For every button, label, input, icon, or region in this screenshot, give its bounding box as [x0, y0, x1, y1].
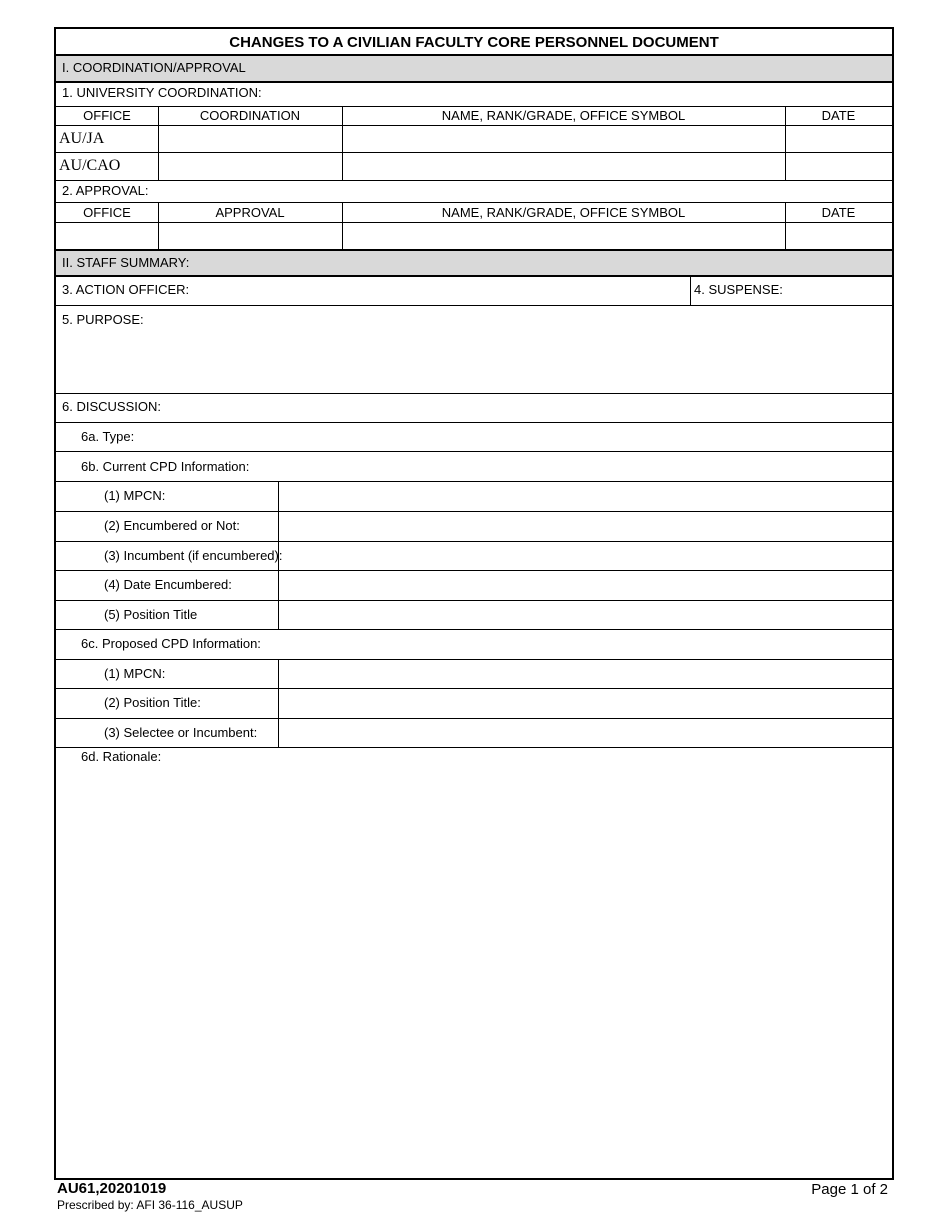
- coord-header-office: OFFICE: [83, 108, 131, 123]
- proposed-position-title-field[interactable]: [280, 689, 892, 718]
- current-position-title-label: (5) Position Title: [104, 607, 198, 622]
- purpose-label: 5. PURPOSE:: [62, 312, 144, 327]
- coord-office-aucao: AU/CAO: [59, 157, 121, 174]
- divider: [56, 305, 892, 306]
- current-incumbent-label: (3) Incumbent (if encumbered):: [104, 548, 283, 563]
- coord-field-date-2[interactable]: [785, 153, 892, 180]
- divider: [342, 106, 343, 180]
- coord-header-coordination: COORDINATION: [199, 108, 301, 123]
- purpose-field[interactable]: [62, 331, 888, 391]
- coord-field-name-2[interactable]: [342, 153, 785, 180]
- discussion-label: 6. DISCUSSION:: [62, 399, 161, 414]
- type-field[interactable]: [146, 424, 888, 450]
- proposed-selectee-label: (3) Selectee or Incumbent:: [104, 725, 258, 740]
- suspense-field[interactable]: [786, 277, 890, 304]
- proposed-mpcn-label: (1) MPCN:: [104, 666, 166, 681]
- divider: [785, 106, 786, 180]
- form-title: CHANGES TO A CIVILIAN FACULTY CORE PERSONNEL DOCUMENT: [229, 34, 719, 51]
- coord-field-name-1[interactable]: [342, 126, 785, 152]
- proposed-selectee-field[interactable]: [280, 719, 892, 747]
- prescribed-by: Prescribed by: AFI 36-116_AUSUP: [57, 1197, 243, 1212]
- divider: [56, 393, 892, 394]
- rationale-field[interactable]: [62, 769, 888, 1174]
- university-coordination-label: 1. UNIVERSITY COORDINATION:: [62, 85, 262, 100]
- approval-header-name: NAME, RANK/GRADE, OFFICE SYMBOL: [441, 205, 686, 220]
- current-incumbent-field[interactable]: [280, 542, 892, 570]
- current-position-title-field[interactable]: [280, 601, 892, 629]
- divider: [158, 106, 159, 180]
- current-date-encumbered-field[interactable]: [280, 571, 892, 600]
- current-cpd-label: 6b. Current CPD Information:: [81, 459, 250, 474]
- coord-office-aujaa: AU/JA: [59, 130, 105, 147]
- current-mpcn-label: (1) MPCN:: [104, 488, 166, 503]
- action-officer-field[interactable]: [191, 277, 688, 304]
- divider: [342, 202, 343, 250]
- divider: [158, 202, 159, 250]
- divider: [56, 106, 892, 107]
- divider: [56, 629, 892, 630]
- approval-field-name[interactable]: [342, 223, 785, 249]
- section2-title: II. STAFF SUMMARY:: [62, 255, 190, 270]
- type-label: 6a. Type:: [81, 429, 135, 444]
- proposed-mpcn-field[interactable]: [280, 660, 892, 688]
- current-date-encumbered-label: (4) Date Encumbered:: [104, 577, 232, 592]
- form-code: AU61,20201019: [57, 1180, 167, 1197]
- divider: [56, 202, 892, 203]
- coord-field-coordination-1[interactable]: [158, 126, 342, 152]
- divider: [785, 202, 786, 250]
- approval-header-approval: APPROVAL: [215, 205, 285, 220]
- section1-title: I. COORDINATION/APPROVAL: [62, 60, 246, 75]
- coord-field-coordination-2[interactable]: [158, 153, 342, 180]
- page-number: Page 1 of 2: [811, 1181, 888, 1198]
- approval-label: 2. APPROVAL:: [62, 183, 149, 198]
- current-encumbered-label: (2) Encumbered or Not:: [104, 518, 240, 533]
- divider: [56, 81, 892, 83]
- divider: [278, 481, 279, 629]
- current-encumbered-field[interactable]: [280, 512, 892, 541]
- current-mpcn-field[interactable]: [280, 482, 892, 511]
- coord-header-date: DATE: [821, 108, 856, 123]
- divider: [56, 451, 892, 452]
- approval-header-date: DATE: [821, 205, 856, 220]
- proposed-position-title-label: (2) Position Title:: [104, 695, 201, 710]
- divider: [56, 747, 892, 748]
- rationale-label: 6d. Rationale:: [81, 749, 162, 764]
- divider: [56, 422, 892, 423]
- cpd-change-form: [54, 27, 894, 1180]
- footer-left: [57, 1181, 243, 1212]
- proposed-cpd-label: 6c. Proposed CPD Information:: [81, 636, 261, 651]
- approval-field-date[interactable]: [785, 223, 892, 249]
- divider: [278, 659, 279, 747]
- divider: [690, 276, 691, 305]
- suspense-label: 4. SUSPENSE:: [694, 282, 783, 297]
- approval-header-office: OFFICE: [83, 205, 131, 220]
- divider: [56, 180, 892, 181]
- coord-header-name: NAME, RANK/GRADE, OFFICE SYMBOL: [441, 108, 686, 123]
- action-officer-label: 3. ACTION OFFICER:: [62, 282, 190, 297]
- coord-field-date-1[interactable]: [785, 126, 892, 152]
- approval-field-office[interactable]: [56, 223, 158, 249]
- approval-field-approval[interactable]: [158, 223, 342, 249]
